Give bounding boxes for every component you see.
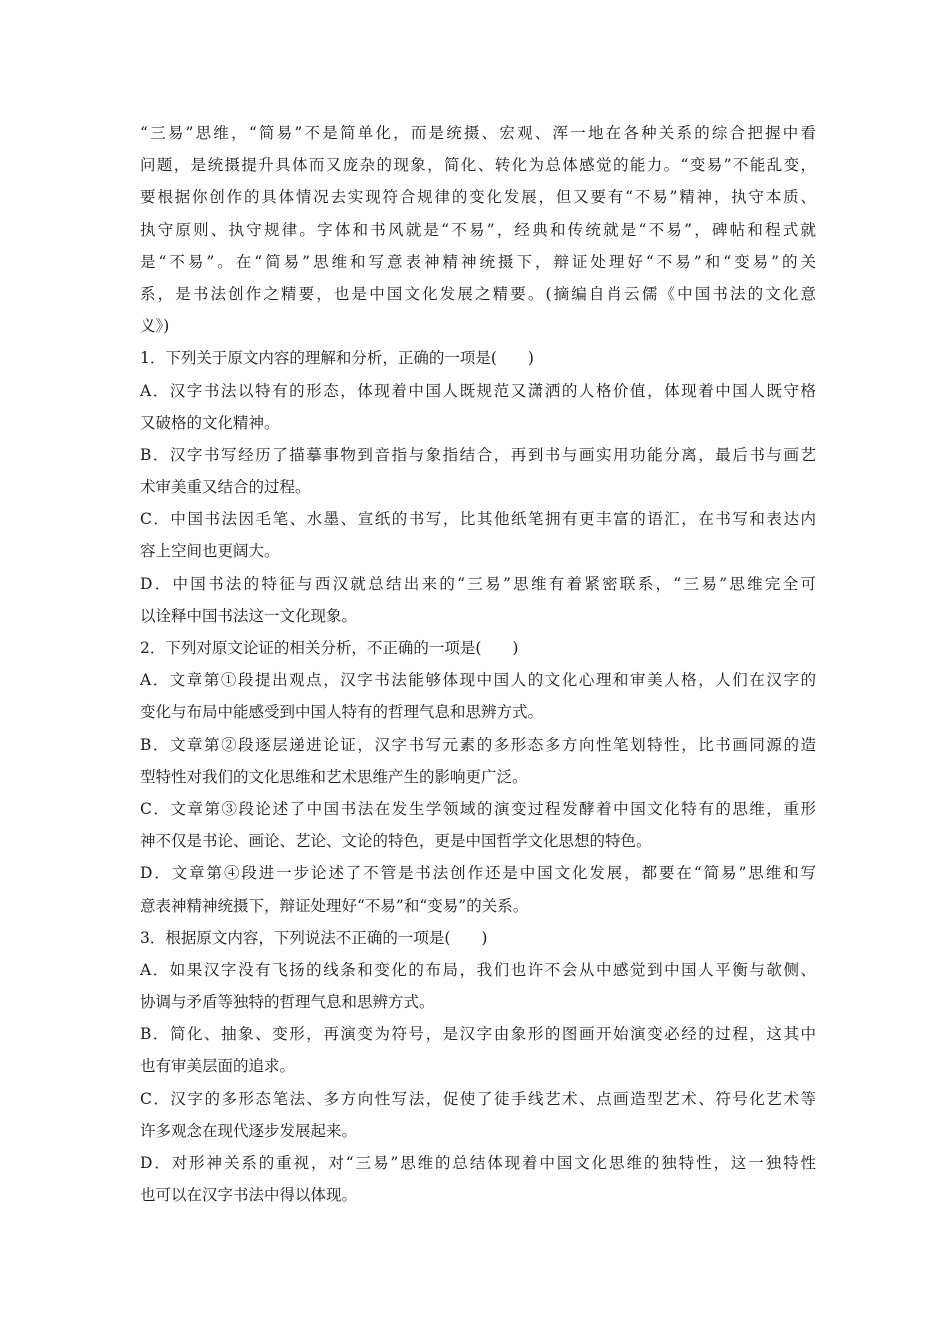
option-line: 型特性对我们的文化思维和艺术思维产生的影响更广泛。 <box>140 767 528 786</box>
option-line: 术审美重又结合的过程。 <box>140 478 311 497</box>
option-line: 也可以在汉字书法中得以体现。 <box>140 1186 358 1205</box>
passage-line: “三易”思维，“简易”不是简单化，而是统摄、宏观、浑一地在各种关系的综合把握中看 <box>140 124 816 142</box>
option-c <box>140 503 816 567</box>
option-line: C．中国书法因毛笔、水墨、宣纸的书写，比其他纸笔拥有更丰富的语汇，在书写和表达内 <box>140 510 816 529</box>
option-b <box>140 729 816 793</box>
option-line: 许多观念在现代逐步发展起来。 <box>140 1121 358 1140</box>
option-c <box>140 793 816 857</box>
option-line: D．对形神关系的重视，对“三易”思维的总结体现着中国文化思维的独特性，这一独特性 <box>140 1154 816 1172</box>
option-line: 意表神精神统摄下，辩证处理好“不易”和“变易”的关系。 <box>140 896 529 915</box>
passage-line: 义》) <box>140 317 170 336</box>
option-a <box>140 664 816 728</box>
option-d <box>140 857 816 921</box>
option-line: 又破格的文化精神。 <box>140 413 280 432</box>
option-a <box>140 375 816 439</box>
passage-line: 问题，是统摄提升具体而又庞杂的现象，简化、转化为总体感觉的能力。“变易”不能乱变， <box>140 156 816 175</box>
option-d <box>140 1147 816 1211</box>
option-line: 也有审美层面的追求。 <box>140 1057 296 1076</box>
passage-line: 执守原则、执守规律。字体和书风就是“不易”，经典和传统就是“不易”，碑帖和程式就 <box>140 220 816 239</box>
document-body <box>140 117 816 1211</box>
option-d <box>140 568 816 632</box>
option-line: 神不仅是书论、画论、艺论、文论的特色，更是中国哲学文化思想的特色。 <box>140 832 652 851</box>
question-stem: 1．下列关于原文内容的理解和分析，正确的一项是( ) <box>140 349 534 368</box>
question-2 <box>140 632 816 922</box>
option-line: A．文章第①段提出观点，汉字书法能够体现中国人的文化心理和审美人格，人们在汉字的 <box>140 671 816 690</box>
passage-paragraph <box>140 117 816 342</box>
passage-line: 是“不易”。在“简易”思维和写意表神精神统摄下，辩证处理好“不易”和“变易”的关 <box>140 252 816 271</box>
option-line: 容上空间也更阔大。 <box>140 542 280 561</box>
question-3 <box>140 922 816 1212</box>
option-line: D．文章第④段进一步论述了不管是书法创作还是中国文化发展，都要在“简易”思维和写 <box>140 864 816 883</box>
option-line: C．汉字的多形态笔法、多方向性写法，促使了徒手线艺术、点画造型艺术、符号化艺术等 <box>140 1089 816 1108</box>
option-line: 以诠释中国书法这一文化现象。 <box>140 606 358 625</box>
question-1 <box>140 342 816 632</box>
option-line: B．文章第②段逐层递进论证，汉字书写元素的多形态多方向性笔划特性，比书画同源的造 <box>140 735 816 754</box>
option-b <box>140 1018 816 1082</box>
option-line: B．简化、抽象、变形，再演变为符号，是汉字由象形的图画开始演变必经的过程，这其中 <box>140 1025 816 1044</box>
option-b <box>140 439 816 503</box>
option-line: A．如果汉字没有飞扬的线条和变化的布局，我们也许不会从中感觉到中国人平衡与欹侧、 <box>140 960 816 979</box>
option-line: B．汉字书写经历了描摹事物到音指与象指结合，再到书与画实用功能分离，最后书与画艺 <box>140 445 816 464</box>
passage-line: 系，是书法创作之精要，也是中国文化发展之精要。(摘编自肖云儒《中国书法的文化意 <box>140 284 816 303</box>
option-line: 协调与矛盾等独特的哲理气息和思辨方式。 <box>140 993 435 1012</box>
option-line: C．文章第③段论述了中国书法在发生学领域的演变过程发酵着中国文化特有的思维，重形 <box>140 799 816 818</box>
passage-line: 要根据你创作的具体情况去实现符合规律的变化发展，但又要有“不易”精神，执守本质、 <box>140 188 816 207</box>
option-a <box>140 954 816 1018</box>
option-line: A．汉字书法以特有的形态，体现着中国人既规范又潇洒的人格价值，体现着中国人既守格 <box>140 381 816 400</box>
option-line: 变化与布局中能感受到中国人特有的哲理气息和思辨方式。 <box>140 703 544 722</box>
option-line: D．中国书法的特征与西汉就总结出来的“三易”思维有着紧密联系，“三易”思维完全可 <box>140 574 816 593</box>
question-stem: 2．下列对原文论证的相关分析，不正确的一项是( ) <box>140 639 519 657</box>
question-stem: 3．根据原文内容，下列说法不正确的一项是( ) <box>140 928 488 947</box>
option-c <box>140 1083 816 1147</box>
